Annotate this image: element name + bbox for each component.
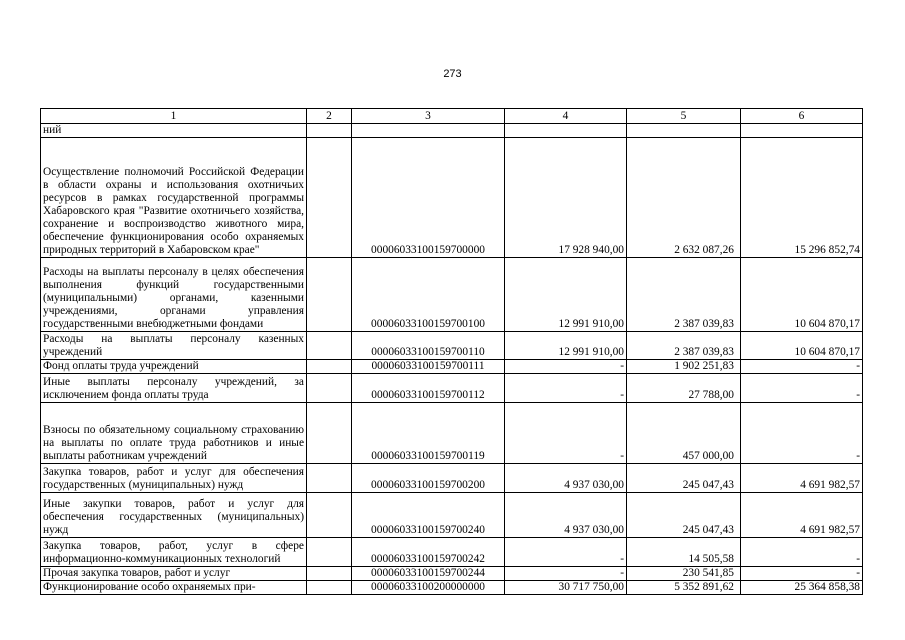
table-row — [41, 124, 863, 138]
row-code-cell: 00006033100159700110 — [352, 332, 505, 360]
row-col2-cell — [307, 360, 352, 374]
row-value-col6: - — [741, 538, 863, 567]
table-row — [41, 138, 863, 258]
row-value-col6: 15 296 852,74 — [741, 138, 863, 258]
row-name-cell: ний — [41, 124, 307, 138]
row-name-cell: Функционирование особо охраняемых при- — [41, 581, 307, 595]
row-col2-cell — [307, 124, 352, 138]
table-row — [41, 332, 863, 360]
row-value-col4: 12 991 910,00 — [505, 332, 627, 360]
row-code-cell: 00006033100159700244 — [352, 567, 505, 581]
row-value-col5: 5 352 891,62 — [627, 581, 741, 595]
row-name-cell: Осуществление полномочий Российской Федерации в области охраны и использования охотничьих ресурсов в рамках государственной программы Хабаровского края "Развитие охотничьего хозяйства, сохранение и воспроизводство животного мира, обеспечение функционирования особо охраняемых природных территорий в Хабаровском крае" — [41, 138, 307, 258]
row-name-cell: Иные выплаты персоналу учреждений, за исключением фонда оплаты труда — [41, 374, 307, 403]
row-col2-cell — [307, 538, 352, 567]
row-code-cell: 00006033100159700100 — [352, 258, 505, 332]
row-value-col6: - — [741, 567, 863, 581]
row-code-cell: 00006033100159700000 — [352, 138, 505, 258]
row-value-col6: 10 604 870,17 — [741, 258, 863, 332]
row-code-cell: 00006033100159700242 — [352, 538, 505, 567]
row-col2-cell — [307, 374, 352, 403]
row-value-col4: - — [505, 403, 627, 464]
row-col2-cell — [307, 332, 352, 360]
row-name-cell: Фонд оплаты труда учреждений — [41, 360, 307, 374]
row-value-col5: 1 902 251,83 — [627, 360, 741, 374]
table-row — [41, 493, 863, 538]
row-name-cell: Иные закупки товаров, работ и услуг для обеспечения государственных (муниципальных) нужд — [41, 493, 307, 538]
row-code-cell: 00006033100159700200 — [352, 464, 505, 493]
row-value-col4: - — [505, 567, 627, 581]
row-value-col6: - — [741, 360, 863, 374]
row-value-col6: 10 604 870,17 — [741, 332, 863, 360]
row-code-cell: 00006033100200000000 — [352, 581, 505, 595]
row-value-col4: - — [505, 374, 627, 403]
table-row — [41, 464, 863, 493]
row-value-col5: 245 047,43 — [627, 493, 741, 538]
row-value-col4: 12 991 910,00 — [505, 258, 627, 332]
table-row — [41, 374, 863, 403]
row-name-cell: Расходы на выплаты персоналу казенных учреждений — [41, 332, 307, 360]
budget-table — [40, 108, 863, 595]
row-col2-cell — [307, 493, 352, 538]
table-row — [41, 258, 863, 332]
row-col2-cell — [307, 403, 352, 464]
row-value-col4 — [505, 124, 627, 138]
row-name-cell: Закупка товаров, работ и услуг для обеспечения государственных (муниципальных) нужд — [41, 464, 307, 493]
row-value-col5: 457 000,00 — [627, 403, 741, 464]
row-col2-cell — [307, 258, 352, 332]
table-row — [41, 360, 863, 374]
column-header-5: 5 — [627, 109, 741, 124]
row-code-cell: 00006033100159700111 — [352, 360, 505, 374]
row-value-col5: 2 387 039,83 — [627, 332, 741, 360]
row-value-col5: 245 047,43 — [627, 464, 741, 493]
row-name-cell: Взносы по обязательному социальному страхованию на выплаты по оплате труда работников и иные выплаты работникам учреждений — [41, 403, 307, 464]
row-value-col5: 2 632 087,26 — [627, 138, 741, 258]
row-value-col6 — [741, 124, 863, 138]
row-value-col4: 4 937 030,00 — [505, 464, 627, 493]
row-value-col6: 25 364 858,38 — [741, 581, 863, 595]
column-header-6: 6 — [741, 109, 863, 124]
row-col2-cell — [307, 464, 352, 493]
row-value-col5: 230 541,85 — [627, 567, 741, 581]
row-col2-cell — [307, 567, 352, 581]
table-row — [41, 581, 863, 595]
row-value-col5: 27 788,00 — [627, 374, 741, 403]
row-code-cell: 00006033100159700119 — [352, 403, 505, 464]
row-name-cell: Прочая закупка товаров, работ и услуг — [41, 567, 307, 581]
row-value-col4: - — [505, 360, 627, 374]
row-value-col6: - — [741, 403, 863, 464]
row-col2-cell — [307, 138, 352, 258]
column-header-2: 2 — [307, 109, 352, 124]
row-code-cell: 00006033100159700112 — [352, 374, 505, 403]
table-row — [41, 403, 863, 464]
row-value-col6: 4 691 982,57 — [741, 493, 863, 538]
table-row — [41, 567, 863, 581]
row-code-cell: 00006033100159700240 — [352, 493, 505, 538]
row-name-cell: Закупка товаров, работ, услуг в сфере информационно-коммуникационных технологий — [41, 538, 307, 567]
row-code-cell — [352, 124, 505, 138]
page-number: 273 — [443, 68, 462, 80]
column-header-4: 4 — [505, 109, 627, 124]
table-body — [41, 124, 863, 595]
row-value-col5 — [627, 124, 741, 138]
row-value-col5: 14 505,58 — [627, 538, 741, 567]
row-value-col5: 2 387 039,83 — [627, 258, 741, 332]
row-value-col6: 4 691 982,57 — [741, 464, 863, 493]
row-value-col6: - — [741, 374, 863, 403]
column-header-1: 1 — [41, 109, 307, 124]
table-header-row — [41, 109, 863, 124]
row-col2-cell — [307, 581, 352, 595]
row-value-col4: 17 928 940,00 — [505, 138, 627, 258]
row-value-col4: 4 937 030,00 — [505, 493, 627, 538]
row-name-cell: Расходы на выплаты персоналу в целях обеспечения выполнения функций государственными (муниципальными) органами, казенными учреждениями, органами управления государственными внебюджетными фондами — [41, 258, 307, 332]
row-value-col4: - — [505, 538, 627, 567]
column-header-3: 3 — [352, 109, 505, 124]
table-row — [41, 538, 863, 567]
row-value-col4: 30 717 750,00 — [505, 581, 627, 595]
